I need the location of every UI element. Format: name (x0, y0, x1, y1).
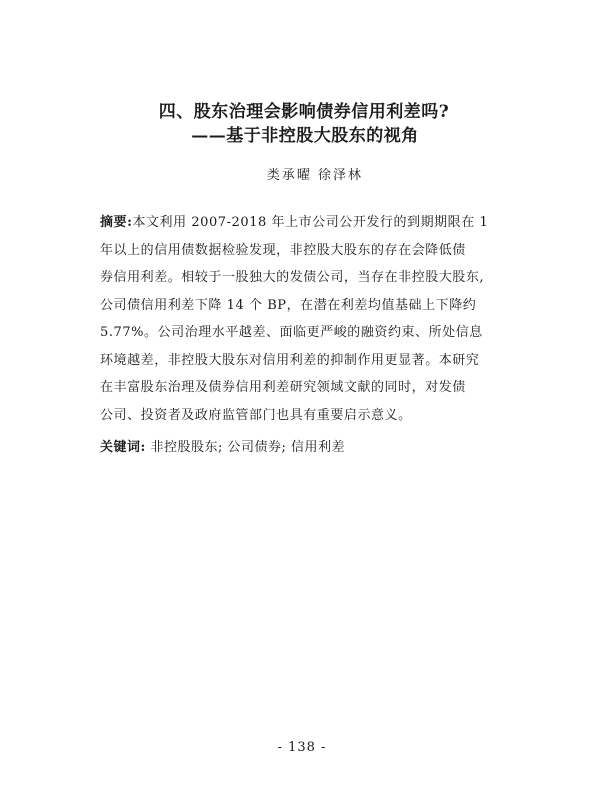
keywords-text: 非控股股东; 公司债券; 信用利差 (145, 440, 345, 455)
abstract-line-3: 券信用利差。相较于一股独大的发债公司，当存在非控股大股东, (100, 270, 485, 285)
abstract-line-1 (100, 209, 520, 237)
author-names: 类承曜 徐泽林 (266, 168, 364, 183)
page-number: - 138 - (277, 740, 327, 755)
abstract-label: 摘要: (100, 215, 133, 230)
abstract-line-6: 环境越差，非控股大股东对信用利差的抑制作用更显著。本研究 (100, 352, 480, 368)
abstract-line-5: 5.77%。公司治理水平越差、面临更严峻的融资约束、所处信息 (100, 325, 483, 340)
title-subtitle: ——基于非控股大股东的视角 (191, 126, 419, 146)
abstract-line-8: 公司、投资者及政府监管部门也具有重要启示意义。 (100, 407, 412, 423)
title-main: 四、股东治理会影响债券信用利差吗? (158, 102, 450, 122)
keywords-label: 关键词: (100, 440, 146, 455)
article-title (0, 100, 600, 148)
abstract-text: 本文利用 2007-2018 年上市公司公开发行的到期期限在 1 (132, 215, 489, 230)
keywords-section (100, 436, 520, 460)
abstract-line-2: 年以上的信用债数据检验发现，非控股大股东的存在会降低债 (100, 242, 466, 258)
abstract-line-4: 公司债信用利差下降 14 个 BP，在潜在利差均值基础上下降约 (100, 297, 477, 313)
abstract-section (100, 209, 520, 429)
abstract-line-7: 在丰富股东治理及债券信用利差研究领域文献的同时，对发债 (100, 380, 466, 395)
